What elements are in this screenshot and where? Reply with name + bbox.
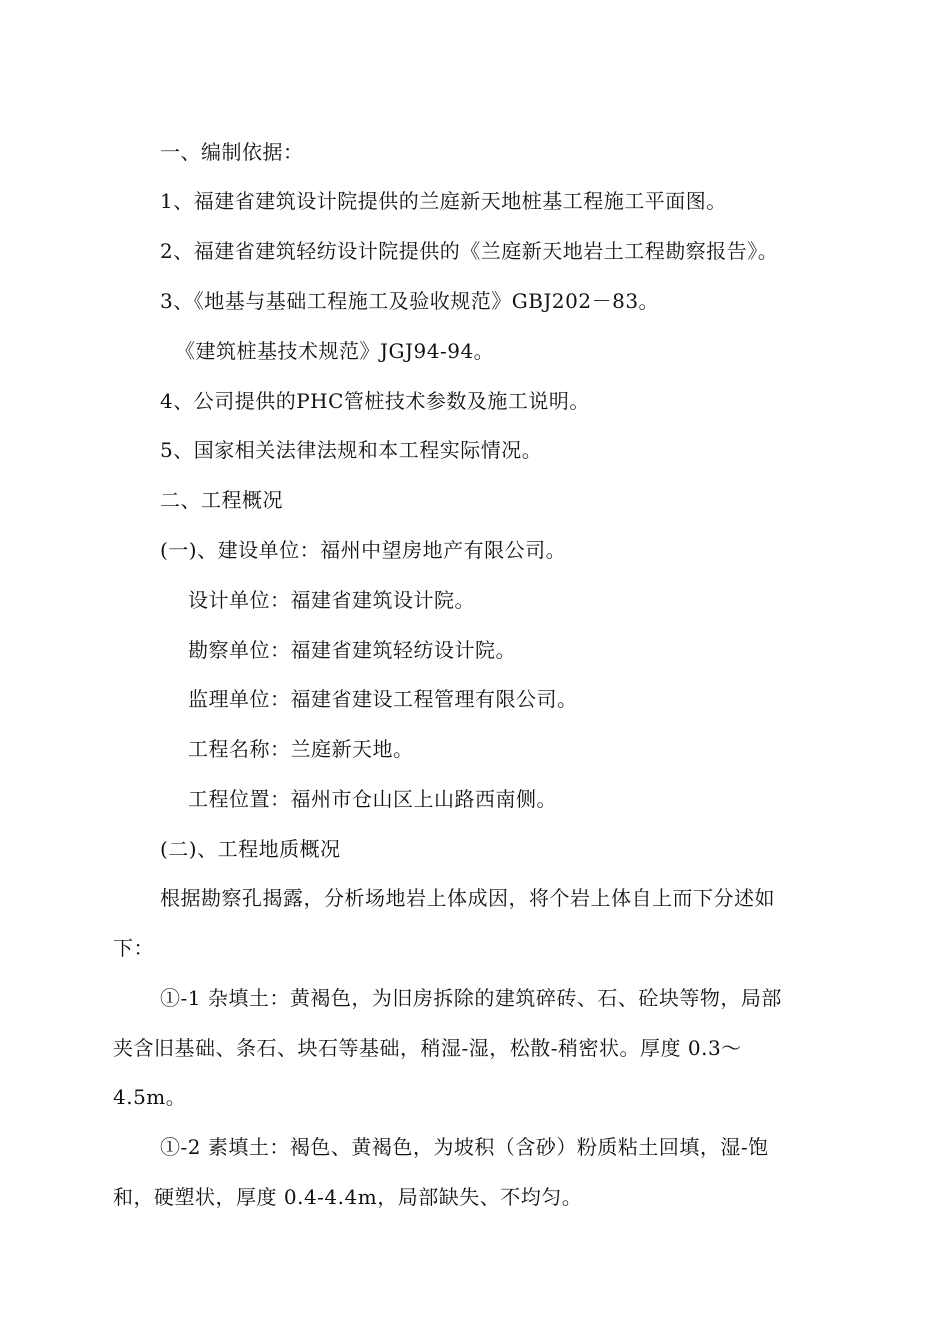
geology-intro-line-2: 下： xyxy=(113,936,154,960)
layer-1-line-3: 4.5m。 xyxy=(113,1085,187,1109)
basis-item-1: 1、福建省建筑设计院提供的兰庭新天地桩基工程施工平面图。 xyxy=(160,189,727,213)
basis-item-4: 4、公司提供的PHC管桩技术参数及施工说明。 xyxy=(160,389,590,413)
basis-item-2: 2、福建省建筑轻纺设计院提供的《兰庭新天地岩土工程勘察报告》。 xyxy=(160,239,779,263)
basis-item-5: 5、国家相关法律法规和本工程实际情况。 xyxy=(160,438,543,462)
unit-supervision: 监理单位：福建省建设工程管理有限公司。 xyxy=(188,687,578,711)
geology-intro-line-1: 根据勘察孔揭露，分析场地岩上体成因，将个岩上体自上而下分述如 xyxy=(160,886,775,910)
unit-survey: 勘察单位：福建省建筑轻纺设计院。 xyxy=(188,638,516,662)
basis-item-3-cont: 《建筑桩基技术规范》JGJ94-94。 xyxy=(175,339,495,363)
project-location: 工程位置：福州市仓山区上山路西南侧。 xyxy=(188,787,557,811)
layer-1-line-2: 夹含旧基础、条石、块石等基础，稍湿-湿，松散-稍密状。厚度 0.3～ xyxy=(113,1036,742,1060)
layer-1-line-1: ①-1 杂填土：黄褐色，为旧房拆除的建筑碎砖、石、砼块等物，局部 xyxy=(160,986,782,1010)
subsection-heading-client: (一)、建设单位：福州中望房地产有限公司。 xyxy=(160,538,567,562)
layer-2-line-1: ①-2 素填土：褐色、黄褐色，为坡积（含砂）粉质粘土回填，湿-饱 xyxy=(160,1135,769,1159)
subsection-heading-geology: (二)、工程地质概况 xyxy=(160,837,341,861)
project-name: 工程名称：兰庭新天地。 xyxy=(188,737,414,761)
section-heading-basis: 一、编制依据： xyxy=(160,140,304,164)
section-heading-overview: 二、工程概况 xyxy=(160,488,283,512)
layer-2-line-2: 和，硬塑状，厚度 0.4-4.4m，局部缺失、不均匀。 xyxy=(113,1185,583,1209)
unit-design: 设计单位：福建省建筑设计院。 xyxy=(188,588,475,612)
basis-item-3: 3、《地基与基础工程施工及验收规范》GBJ202－83。 xyxy=(160,289,660,313)
